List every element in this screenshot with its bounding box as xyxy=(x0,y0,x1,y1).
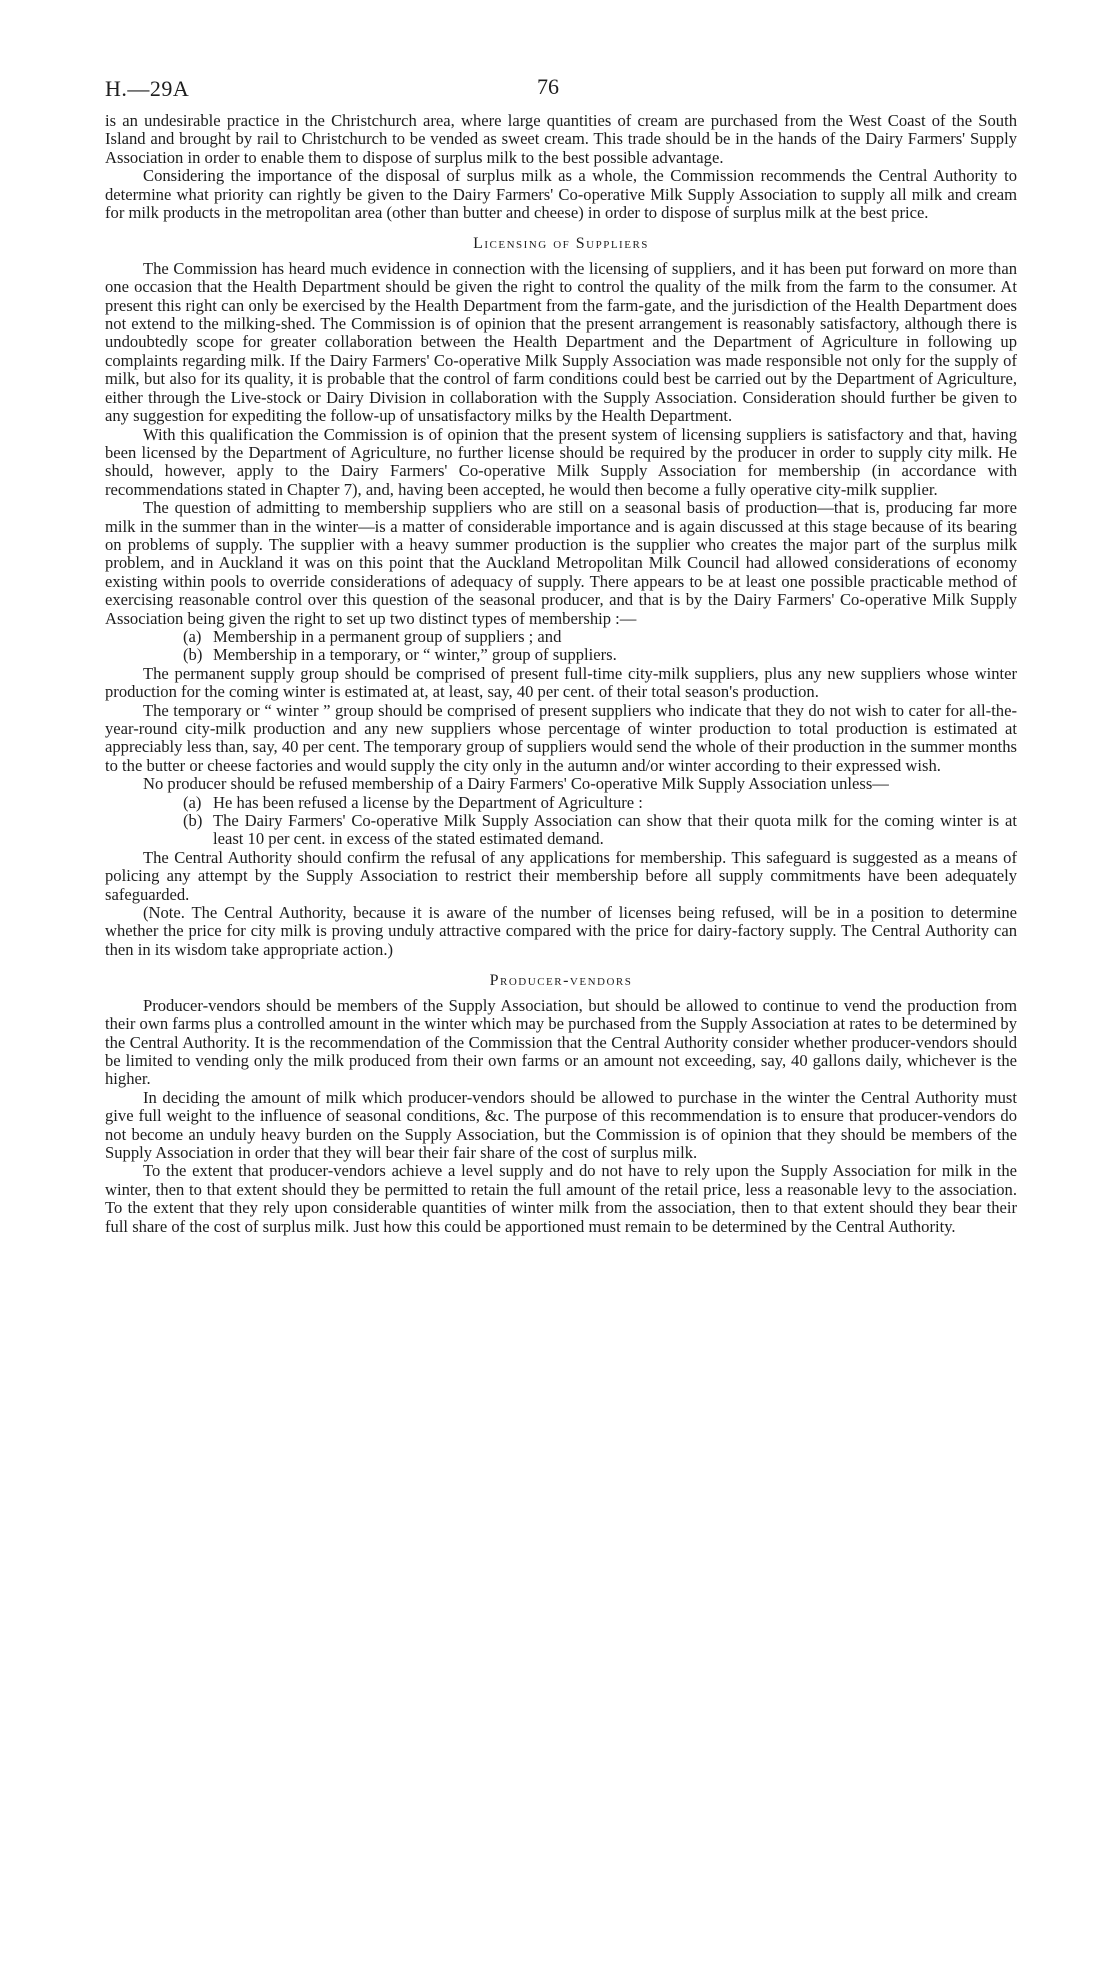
paragraph: The temporary or “ winter ” group should be comprised of present suppliers who indicate that they do not wish to cater for all-the-year-round city-milk production and any new suppliers whose percentage of winter production to total production is estimated at appreciably less than, say, 40 per cent. The temporary group of suppliers would send the whole of their production in the summer months to the butter or cheese factories and would supply the city only in the autumn and/or winter according to their expressed wish. xyxy=(105,700,1017,775)
paragraph: No producer should be refused membership of a Dairy Farmers' Co-operative Milk Supply Association unless— xyxy=(143,774,889,794)
paragraph: The question of admitting to membership suppliers who are still on a seasonal basis of production—that is, producing far more milk in the summer than in the winter—is a matter of considerable importance and is again discussed at this stage because of its bearing on problems of supply. The supplier with a heavy summer production is the supplier who creates the major part of the surplus milk problem, and in Auckland it was on this point that the Auckland Metropolitan Milk Council had allowed considerations of economy existing within pools to override considerations of adequacy of supply. There appears to be at least one possible practicable method of exercising reasonable control over this question of the seasonal producer, and that is by the Dairy Farmers' Co-operative Milk Supply Association being given the right to set up two distinct types of membership :— xyxy=(105,498,1017,628)
paragraph: Considering the importance of the disposal of surplus milk as a whole, the Commission recommends the Central Authority to determine what priority can rightly be given to the Dairy Farmers' Co-operative Milk Supply Association to supply all milk and cream for milk products in the metropolitan area (other than butter and cheese) in order to dispose of surplus milk at the best price. xyxy=(105,166,1017,223)
list-item xyxy=(105,794,1017,812)
paragraph: The Central Authority should confirm the refusal of any applications for membership. This safeguard is suggested as a means of policing any attempt by the Supply Association to restrict their membership before all supply commitments have been adequately safeguarded. xyxy=(105,847,1017,904)
document-page xyxy=(105,76,1017,1236)
section-heading-licensing: Licensing of Suppliers xyxy=(473,235,649,253)
list-text: The Dairy Farmers' Co-operative Milk Supply Association can show that their quota milk for the coming winter is at least 10 per cent. in excess of the stated estimated demand. xyxy=(213,811,1017,849)
page-header xyxy=(105,76,1017,112)
paragraph: In deciding the amount of milk which producer-vendors should be allowed to purchase in the winter the Central Authority must give full weight to the influence of seasonal conditions, &c. The purpose of this recommendation is to ensure that producer-vendors do not become an unduly heavy burden on the Supply Association, but the Commission is of opinion that they should be members of the Supply Association in order that they will bear their fair share of the cost of surplus milk. xyxy=(105,1087,1017,1162)
paragraph: The permanent supply group should be comprised of present full-time city-milk suppliers, plus any new suppliers whose winter production for the coming winter is estimated at, at least, say, 40 per cent. of their total season's production. xyxy=(105,663,1017,702)
list-item xyxy=(105,646,1017,664)
page-number: 76 xyxy=(537,74,559,99)
list-item xyxy=(105,812,1017,849)
list-label: (a) xyxy=(183,626,202,646)
list-label: (b) xyxy=(183,811,203,831)
paragraph: Producer-vendors should be members of the Supply Association, but should be allowed to continue to vend the production from their own farms plus a controlled amount in the winter which may be purchased from the Supply Association at rates to be determined by the Central Authority. It is the recommendation of the Commission that the Central Authority consider whether producer-vendors should be limited to vending only the milk produced from their own farms or an amount not exceeding, say, 40 gallons daily, whichever is the higher. xyxy=(105,995,1017,1089)
document-body xyxy=(105,112,1017,1236)
list-text: Membership in a permanent group of suppliers ; and xyxy=(213,626,562,646)
paragraph-note: (Note. The Central Authority, because it is aware of the number of licenses being refused, will be in a position to determine whether the price for city milk is proving unduly attractive compared with the price for dairy-factory supply. The Central Authority can then in its wisdom take appropriate action.) xyxy=(105,903,1017,959)
paragraph: The Commission has heard much evidence in connection with the licensing of suppliers, and it has been put forward on more than one occasion that the Health Department should be given the right to control the quality of the milk from the farm to the consumer. At present this right can only be exercised by the Health Department from the farm-gate, and the jurisdiction of the Health Department does not extend to the milking-shed. The Commission is of opinion that the present arrangement is reasonably satisfactory, although there is undoubtedly scope for greater collaboration between the Health Department and the Department of Agriculture in following up complaints regarding milk. If the Dairy Farmers' Co-operative Milk Supply Association was made responsible not only for the supply of milk, but also for its quality, it is probable that the control of farm conditions could best be carried out by the Department of Agriculture, either through the Live-stock or Dairy Division in collaboration with the Supply Association. Consideration should further be given to any suggestion for expediting the follow-up of unsatisfactory milks by the Health Department. xyxy=(105,258,1017,426)
paragraph: To the extent that producer-vendors achieve a level supply and do not have to rely upon the Supply Association for milk in the winter, then to that extent should they be permitted to retain the full amount of the retail price, less a reasonable levy to the association. To the extent that they rely upon considerable quantities of winter milk from the association, then to that extent should they bear their full share of the cost of surplus milk. Just how this could be apportioned must remain to be determined by the Central Authority. xyxy=(105,1161,1017,1236)
list-text: He has been refused a license by the Department of Agriculture : xyxy=(213,792,643,812)
list-text: Membership in a temporary, or “ winter,” group of suppliers. xyxy=(213,645,617,665)
list-label: (a) xyxy=(183,792,202,812)
paragraph: With this qualification the Commission is of opinion that the present system of licensing suppliers is satisfactory and that, having been licensed by the Department of Agriculture, no further license should be required by the producer in order to supply city milk. He should, however, apply to the Dairy Farmers' Co-operative Milk Supply Association for membership (in accordance with recommendations stated in Chapter 7), and, having been accepted, he would then become a fully operative city-milk supplier. xyxy=(105,424,1017,499)
paragraph: is an undesirable practice in the Christchurch area, where large quantities of cream are purchased from the West Coast of the South Island and brought by rail to Christchurch to be vended as sweet cream. This trade should be in the hands of the Dairy Farmers' Supply Association in order to enable them to dispose of surplus milk to the best possible advantage. xyxy=(105,111,1017,167)
list-label: (b) xyxy=(183,645,203,665)
section-heading-producer-vendors: Producer-vendors xyxy=(489,972,633,990)
document-reference: H.—29A xyxy=(105,76,190,101)
list-item xyxy=(105,628,1017,646)
